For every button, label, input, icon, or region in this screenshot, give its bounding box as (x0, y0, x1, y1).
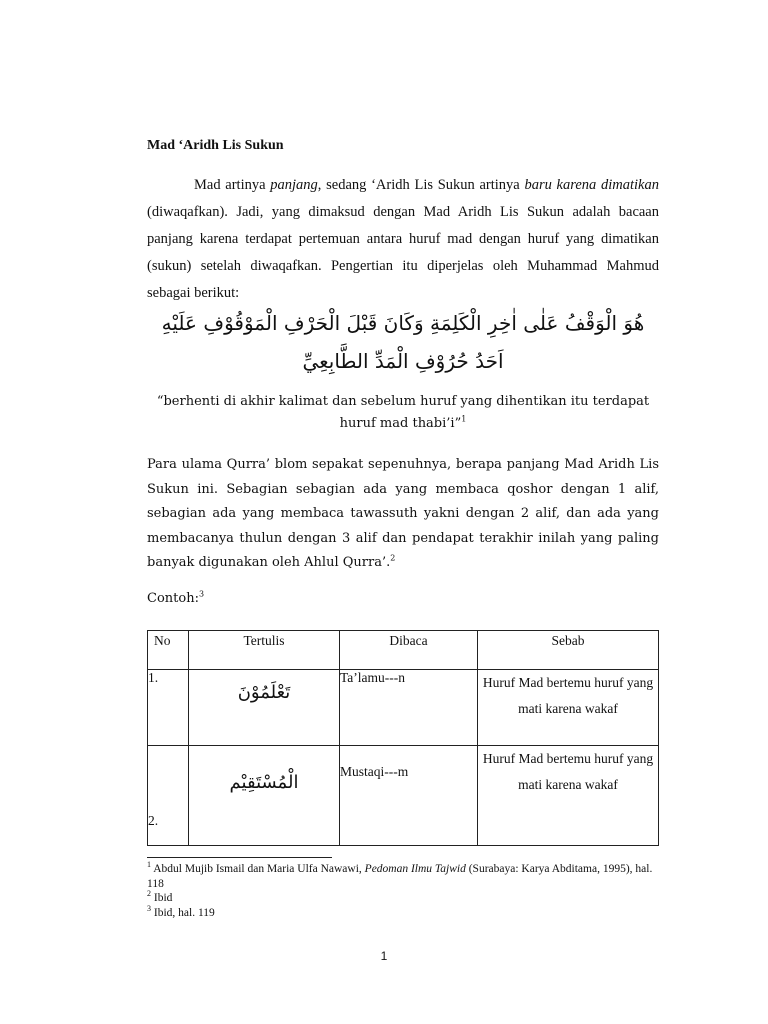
para1-text-1: Mad artinya (194, 177, 271, 193)
para2-text: Para ulama Qurra’ blom sepakat sepenuhnya, berapa panjang Mad Aridh Lis Sukun ini. Sebagian sebagian ada yang membaca qoshor dengan 1 alif, sebagian ada yang membaca tawassuth yakni dengan 2 alif, dan ada yang membacanya thulun dengan 3 alif dan pendapat terakhir inilah yang paling banyak digunakan oleh Ahlul Qurra’. (147, 457, 659, 570)
footnote-text: Ibid (151, 892, 173, 904)
footnote-3 (147, 903, 659, 921)
row-tertulis-arabic: الْمُسْتَقِيْم (189, 746, 340, 846)
section-heading: Mad ‘Aridh Lis Sukun (147, 138, 284, 153)
footnote-text: Ibid, hal. 119 (151, 906, 215, 919)
intro-paragraph (147, 172, 659, 307)
opinion-paragraph (147, 453, 659, 576)
sebab-line-2: mati karena wakaf (518, 777, 618, 792)
footnote-1 (147, 862, 659, 891)
footnote-divider (147, 857, 332, 858)
row-tertulis-arabic: تَعْلَمُوْنَ (189, 670, 340, 746)
footnote-text: Abdul Mujib Ismail dan Maria Ulfa Nawawi, (151, 863, 365, 875)
row-number: 1. (148, 670, 189, 746)
footnote-ref-1[interactable]: 1 (461, 414, 467, 424)
para1-text-5: (diwaqafkan). Jadi, yang dimaksud dengan Mad Aridh Lis Sukun adalah bacaan panjang karena terdapat pertemuan antara huruf mad dengan huruf yang dimatikan (sukun) setelah diwaqafkan. Pengertian itu diperjelas oleh Muhammad Mahmud sebagai berikut: (147, 204, 659, 301)
footnote-text: (Surabaya: Karya Abditama, 1995), hal. 118 (147, 863, 653, 890)
page-number: 1 (380, 949, 388, 963)
footnote-2 (147, 891, 659, 906)
footnote-ref-3[interactable]: 3 (198, 589, 205, 599)
table-row (148, 746, 659, 846)
quote-text: “berhenti di akhir kalimat dan sebelum huruf yang dihentikan itu terdapat huruf mad thabi’i” (156, 394, 650, 431)
footnote-num: 3 (147, 903, 151, 913)
sebab-line-2: mati karena wakaf (518, 701, 618, 716)
footnote-num: 2 (147, 889, 151, 899)
sebab-line-1: Huruf Mad bertemu huruf yang (482, 751, 654, 766)
footnote-ref-2[interactable]: 2 (390, 553, 396, 563)
header-sebab: Sebab (478, 631, 659, 670)
arabic-definition: هُوَ الْوَقْفُ عَلٰى اٰخِرِ الْكَلِمَةِ وَكَانَ قَبْلَ الْحَرْفِ الْمَوْقُوْفِ عَلَيْهِ اَحَدُ حُرُوْفِ الْمَدِّ الطَّابِعِيِّ (161, 311, 645, 373)
row-sebab (478, 670, 659, 746)
sebab-line-1: Huruf Mad bertemu huruf yang (482, 675, 654, 690)
para1-text-3: , sedang ‘Aridh Lis Sukun artinya (317, 177, 525, 193)
header-no: No (148, 631, 189, 670)
footnote-num: 1 (147, 860, 151, 870)
header-dibaca: Dibaca (340, 631, 478, 670)
para1-italic-panjang: panjang (270, 177, 318, 193)
examples-label (147, 591, 204, 606)
examples-table (147, 630, 659, 846)
table-row (148, 670, 659, 746)
footnote-book-title: Pedoman Ilmu Tajwid (364, 863, 466, 875)
row-dibaca: Ta’lamu---n (340, 670, 478, 746)
table-header-row (148, 631, 659, 670)
footnotes (147, 862, 659, 920)
contoh-text: Contoh: (147, 591, 199, 606)
row-sebab (478, 746, 659, 846)
row-number: 2. (148, 746, 189, 846)
row-dibaca: Mustaqi---m (340, 746, 478, 846)
definition-translation (147, 391, 659, 435)
header-tertulis: Tertulis (189, 631, 340, 670)
para1-italic-baru: baru karena dimatikan (524, 177, 659, 193)
